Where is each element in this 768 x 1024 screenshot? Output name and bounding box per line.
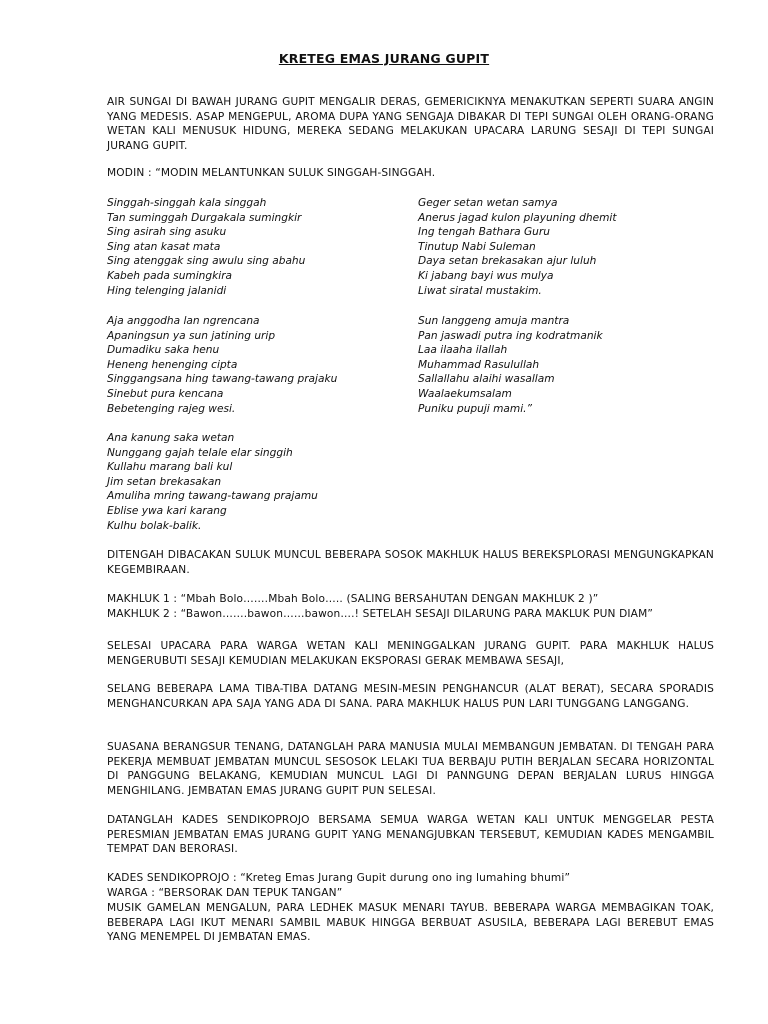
verse-line: Aja anggodha lan ngrencana bbox=[107, 315, 260, 327]
verse-line: Sing atan kasat mata bbox=[107, 240, 221, 253]
verse-line: Sinebut pura kencana bbox=[107, 387, 224, 400]
makhluk-2-line: MAKHLUK 2 : “Bawon…….bawon……bawon….! SETELAH SESAJI DILARUNG PARA MAKLUK PUN DIAM” bbox=[107, 608, 654, 620]
paragraph-ditengah: DITENGAH DIBACAKAN SULUK MUNCUL BEBERAPA SOSOK MAKHLUK HALUS BEREKSPLORASI MENGUNGKAPKAN KEGEMBIRAAN. bbox=[107, 549, 714, 576]
verse-line: Heneng henenging cipta bbox=[107, 358, 238, 371]
verse-line: Sun langgeng amuja mantra bbox=[418, 315, 570, 327]
verse-stanza-left-1 bbox=[107, 196, 305, 298]
verse-line: Dumadiku saka henu bbox=[107, 344, 220, 357]
kades-line: KADES SENDIKOPROJO : “Kreteg Emas Jurang Gupit durung ono ing lumahing bhumi” bbox=[107, 872, 571, 884]
makhluk-1-line: MAKHLUK 1 : “Mbah Bolo…….Mbah Bolo….. (SALING BERSAHUTAN DENGAN MAKHLUK 2 )” bbox=[107, 593, 599, 605]
verse-line: Ki jabang bayi wus mulya bbox=[418, 269, 554, 282]
verse-line: Apaningsun ya sun jatining urip bbox=[107, 329, 276, 342]
verse-stanza-right-1 bbox=[418, 196, 617, 298]
verse-line: Sallallahu alaihi wasallam bbox=[418, 373, 555, 386]
verse-line: Laa ilaaha ilallah bbox=[418, 344, 508, 357]
verse-line: Liwat siratal mustakim. bbox=[418, 284, 542, 297]
verse-line: Singgah-singgah kala singgah bbox=[107, 197, 267, 209]
paragraph-suasana: SUASANA BERANGSUR TENANG, DATANGLAH PARA MANUSIA MULAI MEMBANGUN JEMBATAN. DI TENGAH PARA PEKERJA MEMBUAT JEMBATAN MUNCUL SESOSOK LELAKI TUA BERBAJU PUTIH BERJALAN SECARA HORIZONTAL DI PANGGUNG BELAKANG, KEMUDIAN MUNCUL LAGI DI PANNGUNG DEPAN BERJALAN LURUS HINGGA MENGHILANG. JEMBATAN EMAS JURANG GUPIT PUN SELESAI. bbox=[107, 741, 714, 797]
verse-line: Kulhu bolak-balik. bbox=[107, 519, 202, 532]
verse-line: Ing tengah Bathara Guru bbox=[418, 226, 550, 239]
verse-line: Geger setan wetan samya bbox=[418, 197, 558, 209]
verse-line: Hing telenging jalanidi bbox=[107, 284, 227, 297]
verse-line: Nunggang gajah telale elar singgih bbox=[107, 446, 293, 459]
verse-line: Singgangsana hing tawang-tawang prajaku bbox=[107, 373, 338, 386]
verse-stanza-right-2 bbox=[418, 314, 603, 416]
verse-stanza-left-3 bbox=[107, 431, 318, 533]
verse-line: Daya setan brekasakan ajur luluh bbox=[418, 255, 597, 268]
verse-stanza-left-2 bbox=[107, 314, 337, 416]
verse-line: Ana kanung saka wetan bbox=[107, 432, 235, 444]
paragraph-selang: SELANG BEBERAPA LAMA TIBA-TIBA DATANG MESIN-MESIN PENGHANCUR (ALAT BERAT), SECARA SPORADIS MENGHANCURKAN APA SAJA YANG ADA DI SANA. PARA MAKHLUK HALUS PUN LARI TUNGGANG LANGGANG. bbox=[107, 683, 714, 710]
paragraph-selesai: SELESAI UPACARA PARA WARGA WETAN KALI MENINGGALKAN JURANG GUPIT. PARA MAKHLUK HALUS MENGERUBUTI SESAJI KEMUDIAN MELAKUKAN EKSPORASI GERAK MEMBAWA SESAJI, bbox=[107, 640, 714, 667]
verse-line: Anerus jagad kulon playuning dhemit bbox=[418, 211, 617, 224]
verse-line: Puniku pupuji mami.” bbox=[418, 402, 533, 415]
verse-line: Kabeh pada sumingkira bbox=[107, 269, 233, 282]
verse-line: Eblise ywa kari karang bbox=[107, 504, 227, 517]
paragraph-musik: MUSIK GAMELAN MENGALUN, PARA LEDHEK MASUK MENARI TAYUB. BEBERAPA WARGA MEMBAGIKAN TOAK, BEBERAPA LAGI IKUT MENARI SAMBIL MABUK HINGGA BERBUAT ASUSILA, BEBERAPA LAGI BEREBUT EMAS YANG MENEMPEL DI JEMBATAN EMAS. bbox=[107, 902, 714, 944]
verse-line: Waalaekumsalam bbox=[418, 387, 512, 400]
verse-line: Amuliha mring tawang-tawang prajamu bbox=[107, 490, 318, 503]
verse-line: Tan suminggah Durgakala sumingkir bbox=[107, 211, 302, 224]
paragraph-datanglah: DATANGLAH KADES SENDIKOPROJO BERSAMA SEMUA WARGA WETAN KALI UNTUK MENGGELAR PESTA PERESMIAN JEMBATAN EMAS JURANG GUPIT YANG MENANGJUBKAN TERSEBUT, KEMUDIAN KADES MENGAMBIL TEMPAT DAN BERORASI. bbox=[107, 814, 714, 856]
intro-paragraph: AIR SUNGAI DI BAWAH JURANG GUPIT MENGALIR DERAS, GEMERICIKNYA MENAKUTKAN SEPERTI SUARA ANGIN YANG MEDESIS. ASAP MENGEPUL, AROMA DUPA YANG SENGAJA DIBAKAR DI TEPI SUNGAI OLEH ORANG-ORANG WETAN KALI MENUSUK HIDUNG, MEREKA SEDANG MELAKUKAN UPACARA LARUNG SESAJI DI TEPI SUNGAI JURANG GUPIT. bbox=[107, 96, 714, 152]
verse-line: Bebetenging rajeg wesi. bbox=[107, 402, 236, 415]
verse-line: Muhammad Rasulullah bbox=[418, 358, 540, 371]
verse-line: Sing asirah sing asuku bbox=[107, 226, 227, 239]
verse-line: Pan jaswadi putra ing kodratmanik bbox=[418, 329, 603, 342]
verse-line: Sing atenggak sing awulu sing abahu bbox=[107, 255, 306, 268]
warga-line: WARGA : “BERSORAK DAN TEPUK TANGAN” bbox=[107, 887, 343, 899]
verse-line: Kullahu marang bali kul bbox=[107, 461, 233, 474]
verse-line: Tinutup Nabi Suleman bbox=[418, 240, 536, 253]
verse-line: Jim setan brekasakan bbox=[107, 475, 222, 488]
document-title: KRETEG EMAS JURANG GUPIT bbox=[278, 51, 490, 66]
modin-line: MODIN : “MODIN MELANTUNKAN SULUK SINGGAH-SINGGAH. bbox=[107, 167, 436, 179]
